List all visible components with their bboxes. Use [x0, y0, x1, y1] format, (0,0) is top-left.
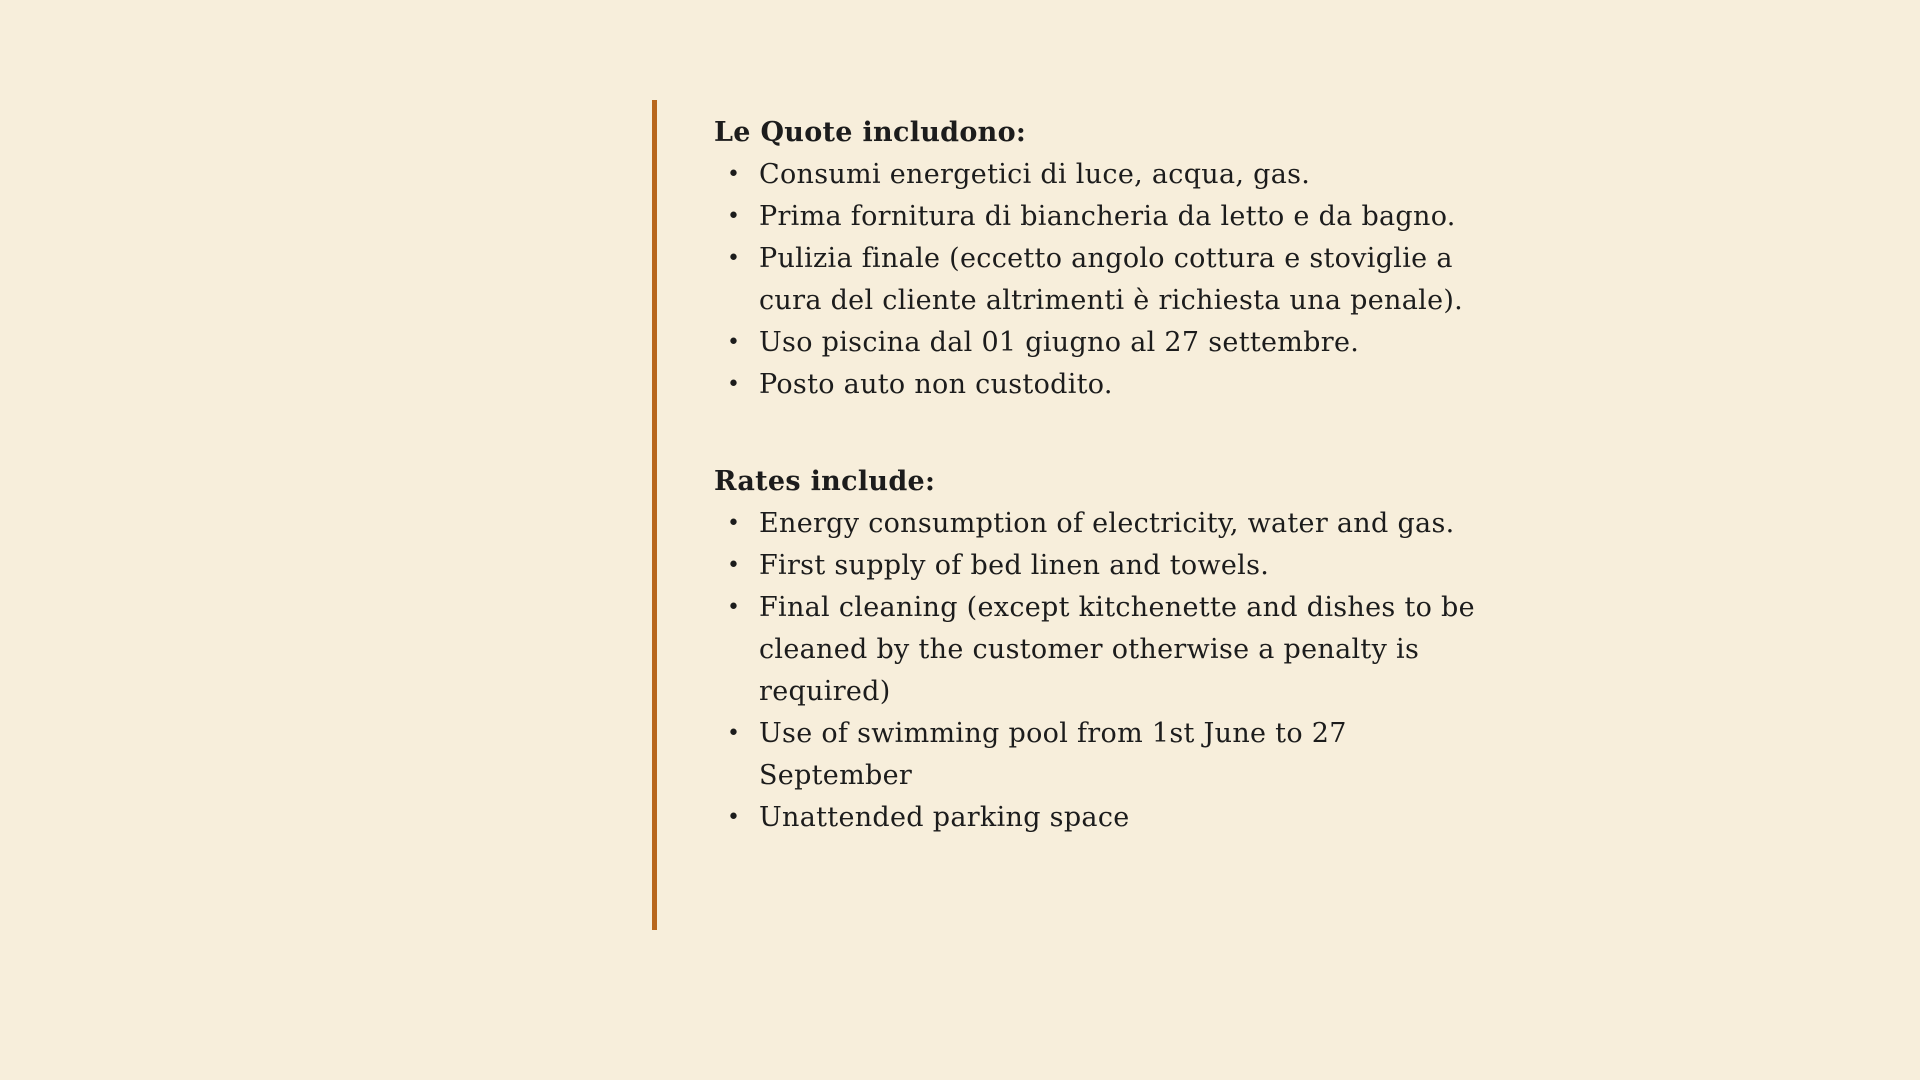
- italian-section-title: Le Quote includono:: [714, 117, 1027, 148]
- list-item: [714, 322, 1494, 364]
- english-section-title: Rates include:: [714, 466, 936, 497]
- english-list: [714, 503, 1494, 839]
- list-item: [714, 545, 1494, 587]
- section-spacer: [714, 406, 1494, 461]
- list-item: [714, 713, 1494, 797]
- bullet-icon: •: [727, 372, 741, 397]
- bullet-icon: •: [727, 721, 741, 746]
- list-item-text: Final cleaning (except kitchenette and dishes to be cleaned by the customer otherwise a penalty is required): [759, 592, 1475, 707]
- list-item-text: Prima fornitura di biancheria da letto e da bagno.: [759, 201, 1456, 232]
- list-item-text: Pulizia finale (eccetto angolo cottura e stoviglie a cura del cliente altrimenti è richiesta una penale).: [759, 243, 1464, 316]
- list-item: [714, 503, 1494, 545]
- list-item: [714, 364, 1494, 406]
- accent-divider: [652, 100, 657, 930]
- bullet-icon: •: [727, 330, 741, 355]
- bullet-icon: •: [727, 246, 741, 271]
- bullet-icon: •: [727, 553, 741, 578]
- bullet-icon: •: [727, 204, 741, 229]
- bullet-icon: •: [727, 511, 741, 536]
- content-block: [714, 112, 1494, 839]
- list-item: [714, 587, 1494, 713]
- italian-list: [714, 154, 1494, 406]
- list-item: [714, 196, 1494, 238]
- list-item-text: Consumi energetici di luce, acqua, gas.: [759, 159, 1311, 190]
- bullet-icon: •: [727, 595, 741, 620]
- list-item-text: Posto auto non custodito.: [759, 369, 1113, 400]
- list-item-text: Use of swimming pool from 1st June to 27 September: [759, 718, 1347, 791]
- list-item: [714, 797, 1494, 839]
- list-item: [714, 154, 1494, 196]
- bullet-icon: •: [727, 162, 741, 187]
- list-item-text: Unattended parking space: [759, 802, 1130, 833]
- list-item-text: Uso piscina dal 01 giugno al 27 settembre.: [759, 327, 1360, 358]
- list-item-text: First supply of bed linen and towels.: [759, 550, 1270, 581]
- list-item: [714, 238, 1494, 322]
- list-item-text: Energy consumption of electricity, water and gas.: [759, 508, 1455, 539]
- bullet-icon: •: [727, 805, 741, 830]
